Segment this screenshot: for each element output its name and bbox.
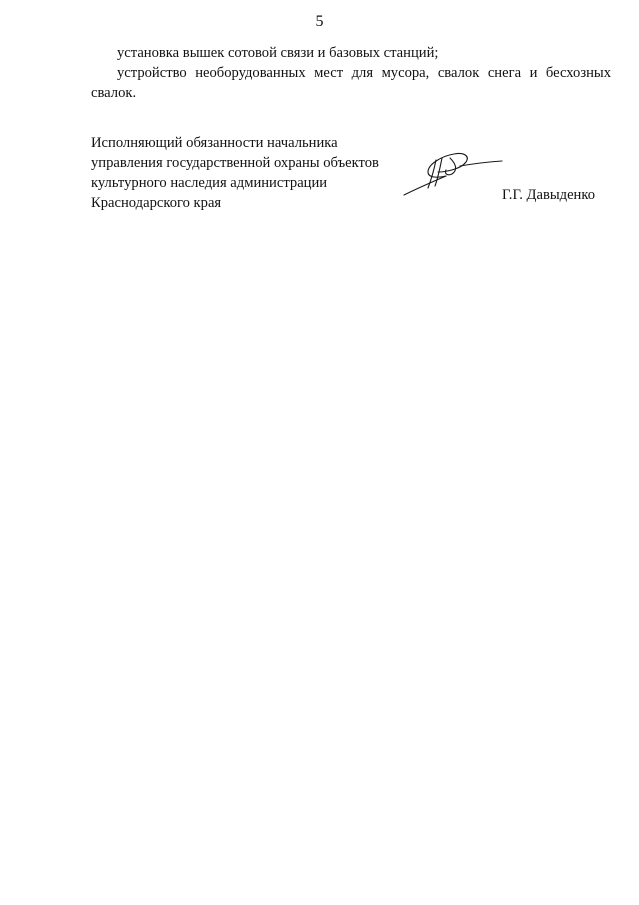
page-number: 5: [315, 13, 324, 30]
paragraph-waste-sites: устройство необорудованных мест для мусора, свалок снега и бесхозных свалок.: [91, 65, 611, 101]
position-line: Краснодарского края: [91, 195, 222, 211]
signatory-position: [91, 133, 391, 213]
paragraph-cell-towers: установка вышек сотовой связи и базовых станций;: [117, 45, 439, 61]
signer-name: Г.Г. Давыденко: [502, 187, 596, 203]
position-line: управления государственной охраны объектов: [91, 155, 379, 171]
handwritten-signature-icon: [398, 142, 508, 202]
position-line: культурного наследия администрации: [91, 175, 328, 191]
position-line: Исполняющий обязанности начальника: [91, 135, 338, 151]
body-text: [91, 43, 611, 103]
